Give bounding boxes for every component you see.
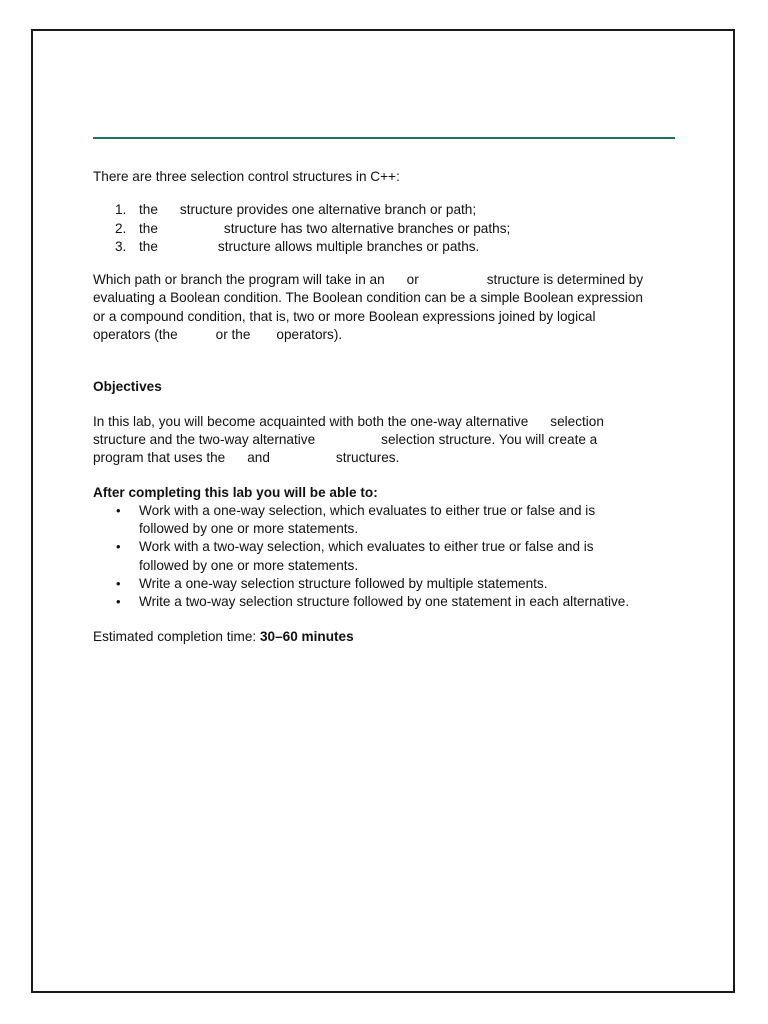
after-completing-heading: After completing this lab you will be able to:: [93, 484, 378, 500]
bullet-icon: •: [116, 502, 121, 518]
list-item: 2. the structure has two alternative branches or paths;: [115, 220, 511, 236]
list-item: 3. the structure allows multiple branches or paths.: [115, 238, 480, 254]
header-rule: [93, 137, 675, 139]
estimated-time: Estimated completion time: 30–60 minutes: [93, 628, 354, 644]
bullet-icon: •: [116, 539, 121, 555]
list-item: • Write a one-way selection structure followed by multiple statements.: [93, 575, 677, 593]
document-body: [93, 168, 677, 646]
objectives-paragraph: In this lab, you will become acquainted with both the one-way alternative selection structure and the two-way alternative selection structure. You will create a program that uses the and structures.: [93, 413, 604, 466]
objectives-heading: Objectives: [93, 379, 162, 395]
selection-structures-list: [93, 201, 677, 256]
bullet-icon: •: [116, 594, 121, 610]
intro-text: There are three selection control structures in C++:: [93, 169, 400, 184]
list-item: • Work with a one-way selection, which evaluates to either true or false and is followed by one or more statements.: [116, 502, 596, 537]
list-item: • Work with a two-way selection, which evaluates to either true or false and is followed by one or more statements.: [116, 539, 594, 573]
learning-outcomes-list: [93, 502, 677, 612]
list-item: 1. the structure provides one alternative branch or path;: [115, 202, 477, 218]
bullet-icon: •: [116, 576, 121, 592]
list-item: • Write a two-way selection structure followed by one statement in each alternative.: [93, 593, 677, 611]
boolean-condition-paragraph: Which path or branch the program will take in an or structure is determined by evaluating a Boolean condition. The Boolean condition can be a simple Boolean expression or a compound condition, that is, two or more Boolean expressions joined by logical operators (the or the operators).: [93, 272, 644, 343]
